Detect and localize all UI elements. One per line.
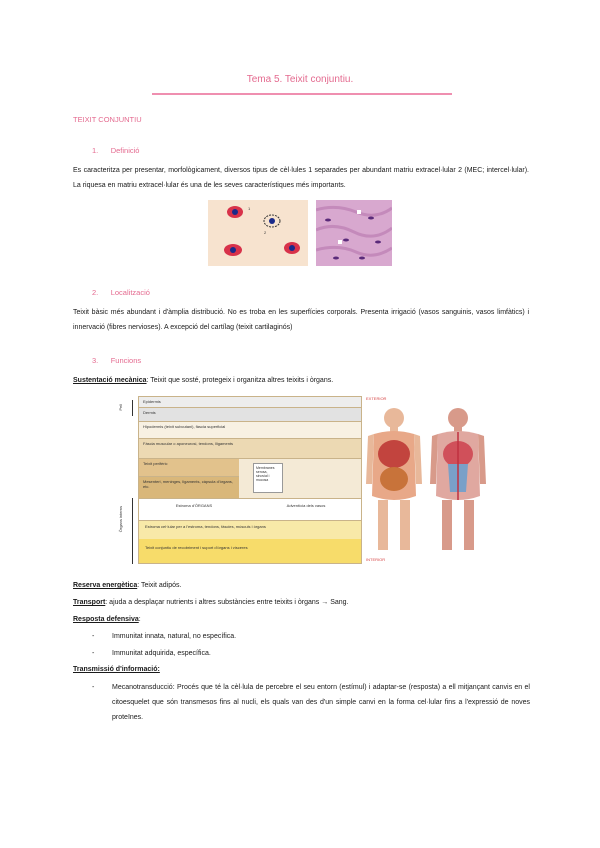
- cell-label-1: 1: [248, 206, 251, 211]
- transport-line: [73, 595, 529, 610]
- defense-text: :: [138, 616, 141, 623]
- cell-diagram-drawing: [208, 200, 308, 266]
- layer-support: Teixit conjuntiu de recobriment i suport d'òrgans i vísceres: [139, 539, 361, 563]
- organ-left-label: Estroma d'ÒRGANS: [175, 503, 213, 508]
- bullet-dash: -: [92, 684, 95, 691]
- section-heading: TEIXIT CONJUNTIU: [73, 115, 142, 124]
- cell-label-2: 2: [264, 230, 267, 235]
- layer-hypodermis: Hipodermis (teixit subcutani), fàscia superficial: [139, 422, 361, 439]
- histology-texture: [316, 200, 392, 266]
- layer-dermis: Dermis: [139, 408, 361, 422]
- page-title: Tema 5. Teixit conjuntiu.: [246, 74, 354, 85]
- defense-item: - Immunitat adquirida, específica.: [92, 646, 532, 661]
- layer-mesentery: Mesenteri, meninges, ligaments, càpsula d'òrgans, etc.: [139, 477, 239, 499]
- localization-paragraph: Teixit bàsic més abundant i d'àmplia distribució. No es troba en les superfícies corporals. Presenta irrigació (vasos sanguinis, vasos limfàtics) i innervació (fibres nervioses). A excepció del cartílag (teixit cartilaginós): [73, 309, 529, 331]
- human-anatomy-drawing: [362, 404, 492, 554]
- subsection-localization: [92, 282, 150, 300]
- human-figures: [362, 404, 492, 554]
- subsection-label: Definició: [110, 146, 140, 155]
- human-bottom-label: INTERIOR: [366, 557, 386, 562]
- organ-right-label: Adventícia dels vasos: [286, 503, 326, 508]
- transport-label: Transport: [73, 599, 106, 606]
- histology-image: [316, 200, 392, 266]
- layer-middle-right: [239, 459, 361, 499]
- serosa-box: Membranes serosa, sinovial i mucosa: [253, 463, 283, 493]
- layer-peripheral: Teixit perifèric: [139, 459, 239, 477]
- transport-text: : ajuda a desplaçar nutrients i altres substàncies entre teixits i òrgans → Sang.: [105, 599, 349, 606]
- sustentation-label: Sustentació mecànica: [73, 377, 147, 384]
- subsection-number: 1.: [92, 146, 99, 155]
- layer-epidermis: Epidermis: [139, 397, 361, 408]
- energy-text: : Teixit adipós.: [137, 582, 182, 589]
- subsection-functions: [92, 350, 141, 368]
- transmission-item: - Mecanotransducció: Procés que té la cèl·lula de percebre el seu entorn (estímul) i adaptar-se (resposta) a ell mitjançant canvis en el citoesquelet que són transmesos fins al nucli, els quals van des d'un simple canvi en la forma cel·lular fins a l'expressió de noves proteïnes.: [92, 680, 530, 725]
- layers-box: [138, 396, 362, 564]
- bullet-dash: -: [92, 650, 95, 657]
- subsection-number: 3.: [92, 356, 99, 365]
- definition-paragraph: Es caracteritza per presentar, morfològicament, diversos tipus de cèl·lules 1 separades per abundant matriu extracel·lular 2 (MEC; intercel·lular). La riquesa en matriu extracel·lular és una de les seves característiques més importants.: [73, 167, 529, 189]
- bracket-top: [132, 400, 134, 416]
- subsection-label: Localització: [110, 288, 150, 297]
- cell-diagram: [208, 200, 308, 266]
- side-label-organs: Òrgans interns: [118, 506, 123, 533]
- defense-item: - Immunitat innata, natural, no específica.: [92, 629, 532, 644]
- side-label-skin: Pell: [118, 404, 123, 411]
- sustentation-line: [73, 373, 529, 388]
- subsection-number: 2.: [92, 288, 99, 297]
- sustentation-text: : Teixit que sosté, protegeix i organitza altres teixits i òrgans.: [146, 377, 334, 384]
- layer-stroma: Estroma cel·lular per a l'estroma, tendons, fàscies, músculs i òrgans: [139, 521, 361, 539]
- energy-label: Reserva energètica: [73, 582, 138, 589]
- title-underline: [152, 93, 452, 95]
- layers-diagram: [118, 396, 362, 568]
- layer-organs: [139, 499, 361, 521]
- subsection-label: Funcions: [110, 356, 142, 365]
- bracket-bottom: [132, 498, 136, 564]
- bullet-dash: -: [92, 633, 95, 640]
- transmission-line: [73, 662, 529, 677]
- transmission-label: Transmissió d'informació:: [73, 666, 160, 673]
- defense-line: [73, 612, 529, 627]
- layer-fascia: Fàscia muscular o aponeurosi, tendons, lligaments: [139, 439, 361, 459]
- subsection-definition: [92, 140, 139, 158]
- defense-label: Resposta defensiva: [73, 616, 139, 623]
- human-top-label: EXTERIOR: [366, 396, 387, 401]
- energy-line: [73, 578, 529, 593]
